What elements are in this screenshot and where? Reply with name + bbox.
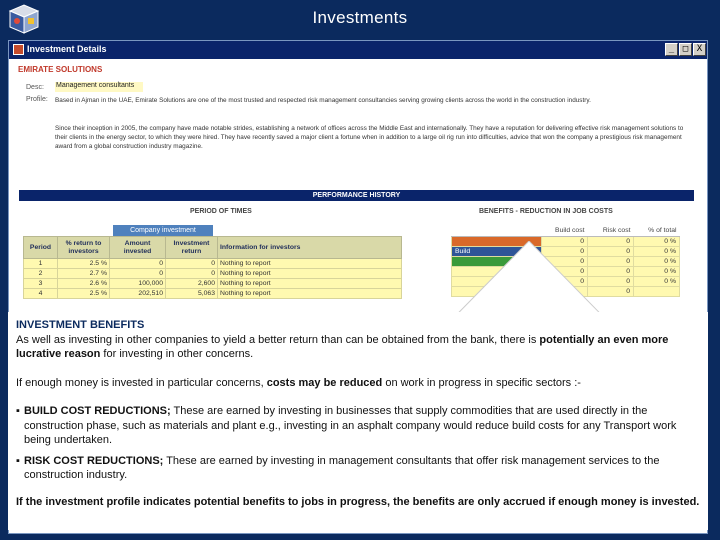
table-cell: 0 (542, 276, 588, 286)
table-cell: 0 (166, 259, 218, 269)
table-cell: 202,510 (110, 289, 166, 299)
bullet-body: These are earned by investing in businesses that supply commodities that are used directly in the construction phase, such as materials and plant e.g., investing in an asphalt company would reduce build costs for any Transport work being undertaken. (24, 405, 677, 446)
company-investment-label: Company investment (113, 225, 213, 236)
table-cell: 0 % (634, 256, 680, 266)
table-cell: 2.5 % (58, 259, 110, 269)
table-cell: 0 % (634, 236, 680, 246)
bullet-label: RISK COST REDUCTIONS; (24, 454, 164, 467)
table-cell: 5,063 (166, 289, 218, 299)
callout-heading: INVESTMENT BENEFITS (16, 319, 145, 331)
profile-label: Profile: (26, 96, 48, 103)
table-cell: 0 (588, 256, 634, 266)
column-header: % return to investors (58, 237, 110, 259)
investment-benefits-callout (8, 312, 708, 530)
investment-table (23, 236, 402, 299)
profile-text-2: Since their inception in 2005, the company have made notable strides, establishing a network of offices across the Middle East and internationally. They have a reputation for delivering effective risk management solutions to their clients in the energy sector, to which they were hired. They have recently saved a major client a fortune when in addition to a large oil rig run into difficulties, advice that won the company a prestigious risk management award from a global construction industry magazine. (55, 125, 684, 151)
table-cell: 0 (542, 256, 588, 266)
bullet-text (24, 404, 700, 448)
window-title-bar[interactable] (9, 41, 708, 59)
build-cost-bullet (16, 404, 700, 448)
table-cell: Nothing to report (218, 269, 402, 279)
table-cell: 0 (542, 246, 588, 256)
callout-text: If enough money is invested in particular concerns, (16, 376, 267, 389)
benefits-header: BENEFITS - REDUCTION IN JOB COSTS (479, 208, 613, 215)
company-name: EMIRATE SOLUTIONS (18, 65, 103, 74)
table-cell: 0 % (634, 266, 680, 276)
bullet-icon: ▪ (16, 454, 20, 467)
table-cell: 0 (588, 246, 634, 256)
close-button[interactable]: X (693, 43, 706, 56)
table-row (24, 289, 402, 299)
bullet-body: These are earned by investing in management consultants that offer risk management services to the construction industry. (24, 454, 660, 481)
description-label: Desc: (26, 84, 44, 91)
table-cell: 100,000 (110, 279, 166, 289)
table-row (24, 259, 402, 269)
table-cell: Build (452, 246, 542, 256)
table-cell: 0 (588, 236, 634, 246)
table-cell (634, 286, 680, 296)
performance-history-header: PERFORMANCE HISTORY (19, 190, 694, 201)
minimize-button[interactable]: _ (665, 43, 678, 56)
bullet-label: BUILD COST REDUCTIONS; (24, 405, 171, 417)
table-cell: 0 % (634, 276, 680, 286)
profile-text-1: Based in Ajman in the UAE, Emirate Solutions are one of the most trusted and respected risk management consultancies serving growing clients across the world in the construction industry. (55, 97, 591, 104)
table-cell: 0 (542, 266, 588, 276)
description-value: Management consultants (55, 82, 143, 92)
column-header: Period (24, 237, 58, 259)
window-app-icon (13, 44, 24, 55)
table-cell: 2.5 % (58, 289, 110, 299)
column-header: Investment return (166, 237, 218, 259)
table-cell: Nothing to report (218, 279, 402, 289)
table-cell: 0 (588, 286, 634, 296)
column-header: Amount invested (110, 237, 166, 259)
table-cell: 0 % (634, 246, 680, 256)
table-cell: Nothing to report (218, 289, 402, 299)
table-cell: 3 (24, 279, 58, 289)
column-header: Information for investors (218, 237, 402, 259)
table-cell: 2,600 (166, 279, 218, 289)
column-header: % of total (634, 226, 680, 236)
bullet-text (24, 454, 700, 483)
callout-emphasis: costs may be reduced (266, 376, 383, 389)
table-cell: 1 (24, 259, 58, 269)
table-cell: 2.7 % (58, 269, 110, 279)
risk-cost-bullet (16, 454, 700, 483)
table-row (24, 269, 402, 279)
table-cell: 4 (24, 289, 58, 299)
table-row (24, 279, 402, 289)
table-cell: 2 (24, 269, 58, 279)
callout-text: for investing in other concerns. (100, 348, 254, 360)
window-title: Investment Details (27, 44, 107, 54)
table-cell: 0 (110, 269, 166, 279)
callout-emphasis: potentially an even more lucrative reason (16, 333, 669, 360)
column-header: Build cost (542, 226, 588, 236)
periods-header: PERIOD OF TIMES (190, 208, 252, 215)
slide-title-bar (0, 0, 720, 38)
callout-paragraph-2 (16, 376, 700, 391)
table-cell: Nothing to report (218, 259, 402, 269)
table-cell: 0 (588, 266, 634, 276)
table-cell: 0 (166, 269, 218, 279)
table-cell: 0 (542, 236, 588, 246)
callout-text: As well as investing in other companies to yield a better return than can be obtained from the bank, there is (16, 333, 540, 346)
table-cell: 0 (588, 276, 634, 286)
table-cell: 2.6 % (58, 279, 110, 289)
slide-title: Investments (312, 8, 408, 27)
callout-footer: If the investment profile indicates potential benefits to jobs in progress, the benefits are only accrued if enough money is invested. (16, 495, 700, 508)
column-header: Risk cost (588, 226, 634, 236)
callout-paragraph-1 (16, 333, 700, 362)
bullet-icon: ▪ (16, 405, 20, 417)
table-cell: 0 (110, 259, 166, 269)
maximize-button[interactable]: □ (679, 43, 692, 56)
callout-text: on work in progress in specific sectors :- (382, 376, 581, 389)
column-header (452, 226, 542, 236)
